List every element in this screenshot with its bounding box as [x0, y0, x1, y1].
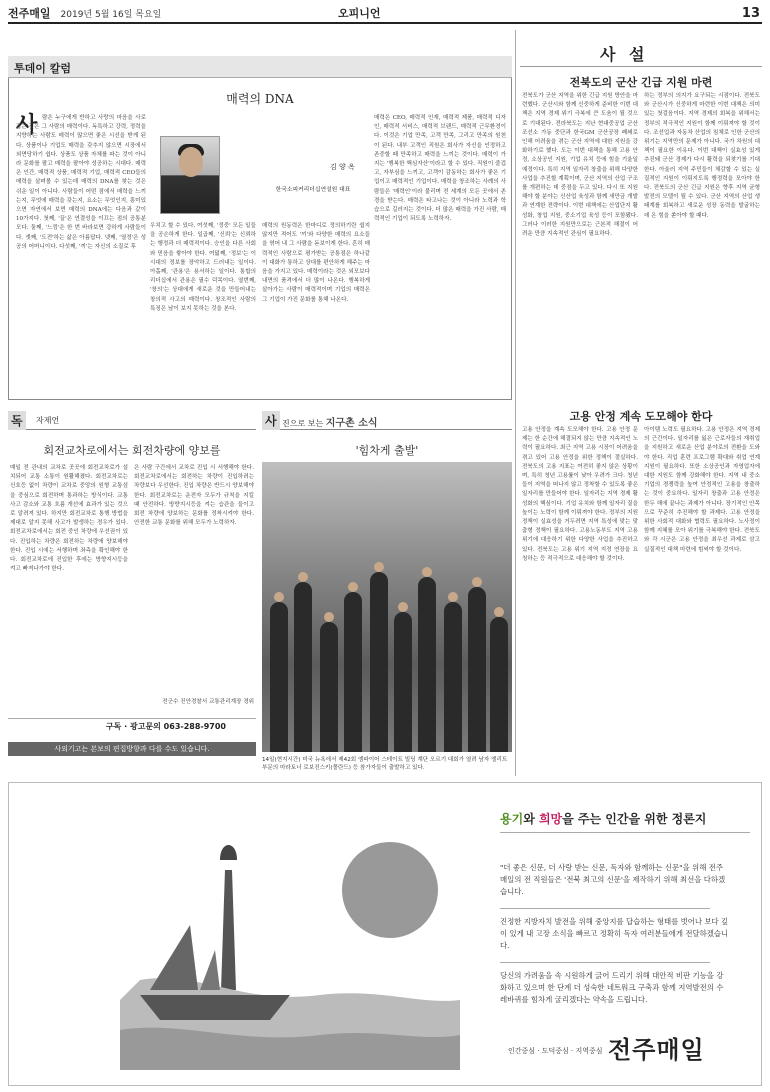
photo-news-title: '힘차게 출발': [355, 444, 419, 457]
author-photo: [160, 136, 220, 214]
contributor-notice: 사외기고는 본보의 편집방향과 다를 수도 있습니다.: [8, 742, 256, 756]
editorial1-col1: 전북도가 군산 지역을 위한 긴급 지원 방안을 마련했다. 군산시와 함께 신중하게 준비한 이번 대책은 지역 경제 위기 극복에 큰 도움이 될 것으로 기대된다. 전라북도는 지난 현대중공업 군산조선소 가동 중단과 한국GM 군산공장 폐쇄로 인해 어려움을 겪는 군산 지역에 대한 지원을 강화하기로 했다. 도는 이번 대책을 통해 고용 안정, 소상공인 지원, 기업 유치 등에 힘을 기울일 예정이다. 특히 지역 일자리 창출을 위해 다양한 사업을 추진할 계획이며, 군산 지역의 산업 구조를 개편하는 데 중점을 두고 있다. 다시 또 지원해야 할 분야는 신산업 육성과 함께 새만금 개발과 연계한 전략이다. 이번 대책에는 산업단지 활성화, 창업 지원, 중소기업 육성 등이 포함됐다. 그러나 이러한 지원만으로는 근본적 해결이 어려운 만큼 지속적인 관심이 필요하다.: [522, 93, 638, 238]
runner: [490, 617, 508, 752]
issue-date: 2019년 5월 16일 목요일: [60, 9, 162, 20]
ad-title-rest: 을 주는 인간을 위한 정론지: [562, 812, 707, 826]
today-column-col4: 매력은 CEO, 매력적 인재, 매력적 제품, 매력적 디자인, 매력적 서비스, 매력적 브랜드, 매력적 근무환경이다. 이것은 기업 만족, 고객 만족, 그리고 만족의 원천이 된다. 내부 고객인 직원은 회사가 자신을 인정하고 존중할 때 만족하고 매력을 느끼는 것이다. 매력이 가지는 '행복한 핵심자산'이라고 할 수 있다. 직원이 즐겁고, 자부심을 느끼고, 고객이 감동하는 회사가 좋은 기업이고 매력적인 기업이다. 매력을 창조하는 사례의 사람들은 '매력인'이라 불리며 전 세계의 모든 곳에서 존경을 받는다. 매력은 타고나는 것이 아니라 노력과 학습으로 길러지는 것이다. 더 많은 매력을 가진 사람, 매력적인 기업이 되도록 노력하자.: [374, 115, 506, 223]
reader-opinion-label: 독: [8, 411, 26, 430]
photo-caption: 14일(현지시간) 미국 뉴욕에서 제42회 엠파이어 스테이트 빌딩 계단 오르기 대회가 열려 남자 엘리트 부문의 마라토너 로보진스키(폴란드) 등 참가자들이 출발하고 있다.: [262, 757, 508, 771]
ad-paragraph-2: 진정한 지방자치 발전을 위해 중앙지를 답습하는 형태를 벗어나 보다 깊이 있게 내 고장 소식을 빠르고 정확히 독자 여러분들에게 전달하겠습니다.: [500, 917, 729, 950]
subscribe-line: 구독 · 광고문의 063-288-9700: [8, 718, 256, 732]
editorial2-col1: 고용 안정을 계속 도모해야 한다. 고용 안정 문제는 한 순간에 해결되지 않는 만큼 지속적인 노력이 필요하다. 최근 지역 고용 시장이 어려움을 겪고 있어 고용 안정을 위한 정책이 절실하다. 전북도의 고용 지표는 여전히 좋지 않은 상황이며, 특히 청년 고용률이 낮아 우려가 크다. 청년들이 지역을 떠나지 않고 정착할 수 있도록 좋은 일자리를 만들어야 한다. 일자리는 지역 경제 활성화의 핵심이다. 기업 유치와 함께 일자리 질을 높이는 노력이 함께 이뤄져야 한다. 정부의 지원 정책이 실효성을 거두려면 지역 특성에 맞는 맞춤형 정책이 필요하다. 고용노동부도 지역 고용 위기에 대응하기 위한 다양한 사업을 추진하고 있다. 전북도는 고용 위기 지역 지정 연장을 요청하는 등 적극적으로 대응해야 할 것이다.: [522, 427, 638, 562]
runner: [418, 577, 436, 752]
photo-news-bar: [262, 410, 512, 430]
today-column-col2: 우치고 할 수 있다. 여섯째, '정중' 모든 일들을 공손하게 한다. 일곱째, '신뢰'는 신뢰하는 행정과 더 매력적이다. 승인을 다른 사회와 믿음을 쌓아야 한다. 여덟째, '정보'는 이 시대의 정보를 장악하고 드러내는 일이다. 아홉째, '관용'은 용서하는 일이다. 통합의 리더십에서 관용은 필수 덕목이다. 열번째, '창의'는 상대에게 새로운 것을 만들어내는 창의적 사고의 매력이다. 창조적인 사람의 특징은 남이 보지 못하는 것을 본다.: [150, 223, 256, 312]
paper-logo: 전주매일: [608, 1036, 705, 1064]
runner: [294, 582, 312, 752]
today-column-col1: 람은 누구에게 반하고 사랑의 마음을 사로잡는 것은 그 사람의 매력이다. 독특하고 강력, 정력을 지향하는 사람도 매력이 많으면 좋은 시선을 받게 된다. 상품이나 기업도 매력을 갖추지 않으면 시장에서 외면당하기 쉽다. 상품도 상품 자체를 파는 것이 아니라 문화를 팔고 매력을 팔아야 성공하는 시대다. 매력은 인간, 매력적 상품, 매력적 기업, 매력적 CEO들의 매력을 살펴볼 수 있는데 매력의 DNA를 찾는 것은 쉬운 일이 아니다. 사람들이 어떤 점에서 매력을 느끼는지, 무엇에 매력을 갖는지, 요소는 무엇인지, 흥미있으면 자연에서 보면 매력의 DNA에는 다음과 같이 10가지다. 첫째, '끌'은 연결성을 이끄는 점의 공통분모다. 둘째, '느낌'은 한 번 바라보면 강하게 사람들이다. 셋째, '도전'하는 삶은 아름답다. 넷째, '열정'은 성공의 어머니이다. 다섯째, '끼'는 자신의 소질로 후: [16, 115, 146, 250]
editorial-title-1: 전북도의 군산 긴급 지원 마련: [569, 76, 713, 89]
photo-news-sub-small: 진으로 보는: [282, 419, 324, 428]
runner: [320, 622, 338, 752]
section-title: 오피니언: [338, 7, 381, 20]
ad-title-rule: [500, 832, 750, 833]
reader-opinion-col2: 은 사람 구간에서 교차로 진입 시 서행해야 한다. 회전교차로에서는 회전하는 차량이 진입하려는 차량보다 우선한다. 진입 차량은 반드시 양보해야 한다. 회전교차로는 운전자 모두가 규칙을 지킬 때 안전하다. 방향지시등을 켜는 습관을 들이고 회전 차량에 양보하는 문화를 정착시켜야 한다. 안전한 교통 문화를 위해 모두가 노력하자.: [134, 465, 254, 527]
ad-separator: [500, 908, 710, 909]
ad-title-and: 와: [523, 812, 539, 826]
photo-news-label: 사: [262, 411, 280, 430]
ad-title: [500, 810, 762, 827]
editorial-rule: [520, 66, 762, 67]
runner: [370, 572, 388, 752]
header-rule: [8, 22, 762, 24]
author-role: 한국소피커리더십연설원 대표: [275, 187, 351, 193]
runner: [394, 612, 412, 752]
lighthouse-ship-illustration: [120, 830, 460, 1070]
page-header: [8, 4, 762, 22]
photo-news-sub-big: 지구촌 소식: [325, 418, 378, 429]
photo-face: [179, 147, 203, 177]
author-name: 김 양 옥: [330, 163, 355, 171]
editorial-label: 사 설: [600, 45, 649, 64]
page-number: 13: [741, 5, 760, 21]
ad-title-courage: 용기: [500, 812, 524, 826]
reader-opinion-sublabel: 자제언: [36, 416, 60, 425]
dropcap: 사: [16, 112, 38, 138]
editorial2-col2: 아이템 노력도 필요하다. 고용 안정은 지역 경제의 근간이다. 일자리를 잃은 근로자들의 재취업을 지원하고 새로운 산업 분야로의 전환을 도와야 한다. 직업 훈련 프로그램 확대와 취업 연계 지원이 필요하다. 또한 소상공인과 자영업자에 대한 지원도 함께 강화해야 한다. 지역 내 중소기업의 경쟁력을 높여 안정적인 고용을 창출하는 것이 중요하다. 일자리 창출과 고용 안정은 한두 해에 끝나는 과제가 아니다. 장기적인 안목으로 꾸준히 추진해야 할 과제다. 고용 안정을 위한 사회적 대화와 협력도 필요하다. 노사정이 함께 지혜를 모아 위기를 극복해야 한다. 전북도와 각 시군은 고용 안정을 최우선 과제로 삼고 실질적인 대책 마련에 힘써야 할 것이다.: [644, 427, 760, 553]
reader-opinion-title: 회전교차로에서는 회전차량에 양보를: [43, 444, 221, 457]
marathon-photo: [262, 462, 512, 752]
ad-paragraph-1: "더 좋은 신문, 더 사랑 받는 신문, 독자와 함께하는 신문"을 위해 전주매일의 전 직원들은 '전북 최고의 신문'을 제작하기 위해 최선을 다하겠습니다.: [500, 863, 726, 896]
runner: [270, 602, 288, 752]
runner: [344, 592, 362, 752]
editorial1-col2: 하는 정부의 의지가 요구되는 시점이다. 전북도와 군산시가 신중하게 마련한 이번 대책은 의미 있는 첫걸음이다. 지역 경제의 회복을 위해서는 정부의 적극적인 지원이 함께 이뤄져야 할 것이다. 조선업과 자동차 산업의 침체로 인한 군산의 위기는 지역만의 문제가 아니다. 국가 차원의 대책이 필요한 이유다. 이번 대책이 실효성 있게 추진돼 군산 경제가 다시 활력을 되찾기를 기대한다. 아울러 지역 주민들이 체감할 수 있는 실질적인 지원이 이뤄지도록 행정력을 모아야 한다. 전북도의 군산 긴급 지원은 향후 지역 균형 발전의 모델이 될 수 있다. 군산 지역의 산업 생태계를 회복하고 새로운 성장 동력을 발굴하는 데 온 힘을 쏟아야 할 때다.: [644, 93, 760, 219]
photo-news-sublabel: [282, 414, 378, 429]
column-divider: [515, 30, 516, 776]
reader-opinion-sign: 전군수 진안경찰서 교통관리계장 경위: [162, 699, 254, 705]
runner: [468, 587, 486, 752]
ad-title-hope: 희망: [538, 812, 563, 826]
reader-opinion-col1: 매일 전 관내의 교차로 곳곳에 회전교차로가 설치되어 교통 소통이 원활해졌다. 회전교차로는 신호등 없이 차량이 교차로 중앙의 원형 교통섬을 중심으로 회전하며 통과하는 방식이다. 교통사고 감소와 교통 흐름 개선에 효과가 있는 것으로 알려져 있다. 하지만 회전교차로 통행 방법을 제대로 알지 못해 사고가 발생하는 경우가 있다. 회전교차로에서는 회전 중인 차량에 우선권이 있다. 진입하는 차량은 회전하는 차량에 양보해야 한다. 진입 시에는 서행하며 좌측을 확인해야 한다. 회전교차로에 진입한 후에는 방향지시등을 켜고 빠져나가야 한다.: [10, 465, 128, 573]
ad-footer-slogan: 인간중심 · 도덕중심 · 지역중심: [508, 1047, 603, 1055]
editorial-header: [520, 38, 762, 66]
today-column-label: 투데이 칼럼: [14, 62, 71, 75]
today-column-bar: [8, 56, 512, 78]
ad-paragraph-3: 당신의 가려움을 속 시원하게 긁어 드리기 위해 대안적 비판 기능을 강화하고 있으며 한 단계 더 성숙한 네트워크 구축과 함께 지역발전의 수레바퀴를 힘차게 굴리겠다는 약속을 드립니다.: [500, 971, 724, 1004]
paper-name: 전주매일: [8, 7, 51, 20]
runner: [444, 602, 462, 752]
today-column-col3: 매력의 원동력은 한마디로 정의하기란 쉽지 않지만 적어도 '끼'와 다양한 매력의 요소들을 엮어 내 그 사람을 돋보이게 한다. 흔히 매력적인 사람으로 평가받는 공통점은 하나같이 대화가 통하고 상대를 편안하게 해주는 마음을 가지고 있다. 매력이라는 것은 외모보다 내면의 품격에서 더 많이 나온다. 행복하게 살아가는 사람이 매력적이며 기업의 매력은 그 기업이 가진 문화를 통해 나온다.: [262, 223, 370, 303]
today-column-title: 매력의 DNA: [226, 92, 294, 106]
editorial-title-2: 고용 안정 계속 도모해야 한다: [569, 410, 713, 423]
ad-separator: [500, 962, 710, 963]
reader-opinion-bar: [8, 410, 256, 430]
